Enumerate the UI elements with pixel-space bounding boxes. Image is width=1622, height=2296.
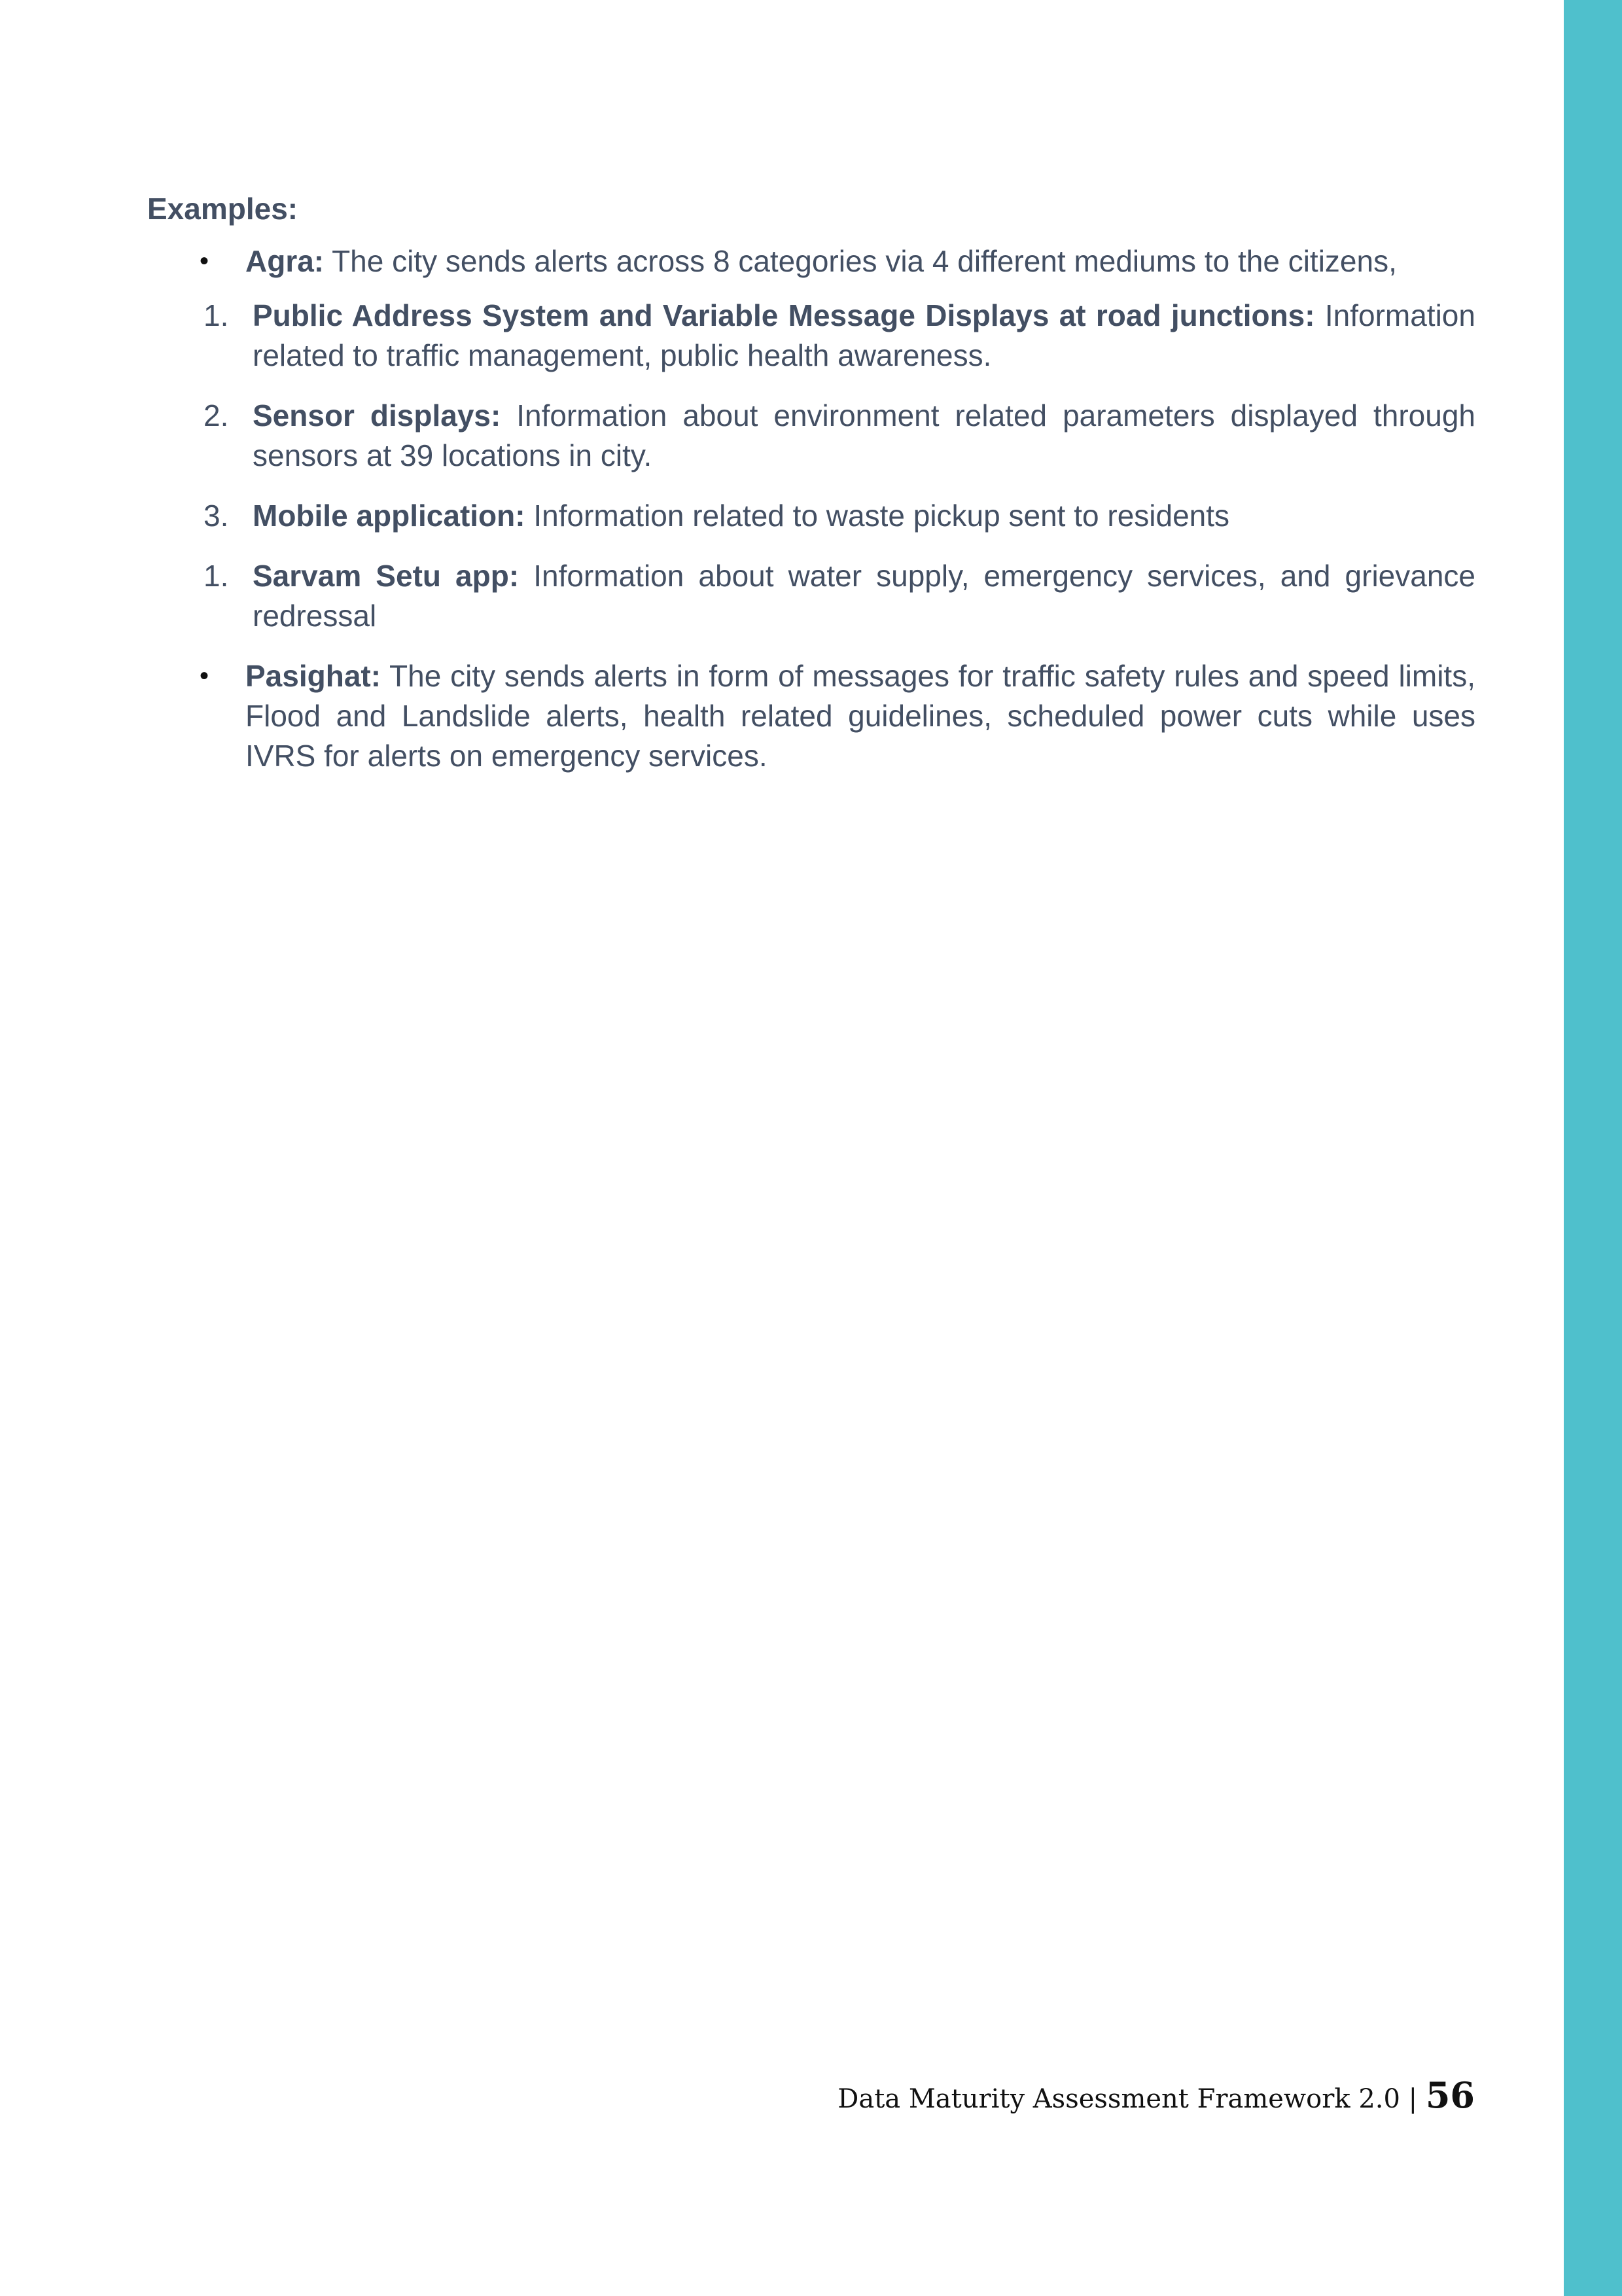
list-item xyxy=(147,496,1475,536)
bullet-agra xyxy=(147,241,1475,281)
bullet-text: The city sends alerts in form of messages for traffic safety rules and speed limits, Flood and Landslide alerts, health related guidelines, scheduled power cuts while uses IVRS for alerts on emergency services. xyxy=(245,659,1475,773)
list-marker: 1. xyxy=(203,559,229,593)
agra-mediums-list xyxy=(147,296,1475,636)
bullet-dot-icon: • xyxy=(200,247,209,276)
list-marker: 2. xyxy=(203,398,229,433)
examples-heading: Examples: xyxy=(147,192,298,226)
list-item xyxy=(147,396,1475,476)
list-item-title: Sensor displays: xyxy=(253,398,501,433)
side-color-band xyxy=(1564,0,1622,2296)
bullet-text: The city sends alerts across 8 categories via 4 different mediums to the citizens, xyxy=(324,244,1397,279)
list-item-title: Mobile application: xyxy=(253,499,525,533)
list-item xyxy=(147,296,1475,376)
list-item-text: Information related to waste pickup sent to residents xyxy=(525,499,1230,533)
page-number: 56 xyxy=(1425,2074,1475,2116)
bullet-title: Agra: xyxy=(245,244,325,279)
list-item-text: Information related to traffic management, public health awareness. xyxy=(253,298,1475,373)
page-content xyxy=(147,191,1475,790)
list-item-title: Public Address System and Variable Message Displays at road junctions: xyxy=(253,298,1315,333)
bullet-pasighat xyxy=(147,656,1475,776)
list-item-text: Information about environment related parameters displayed through sensors at 39 locations in city. xyxy=(253,398,1475,473)
page-footer xyxy=(837,2074,1475,2117)
list-marker: 3. xyxy=(203,499,229,533)
list-item-title: Sarvam Setu app: xyxy=(253,559,520,593)
bullet-dot-icon: • xyxy=(200,662,209,691)
list-item-text: Information about water supply, emergency services, and grievance redressal xyxy=(253,559,1475,633)
footer-separator: | xyxy=(1400,2084,1426,2114)
list-marker: 1. xyxy=(203,298,229,333)
footer-doc-title: Data Maturity Assessment Framework 2.0 xyxy=(837,2084,1400,2114)
list-item xyxy=(147,556,1475,636)
bullet-title: Pasighat: xyxy=(245,659,381,694)
